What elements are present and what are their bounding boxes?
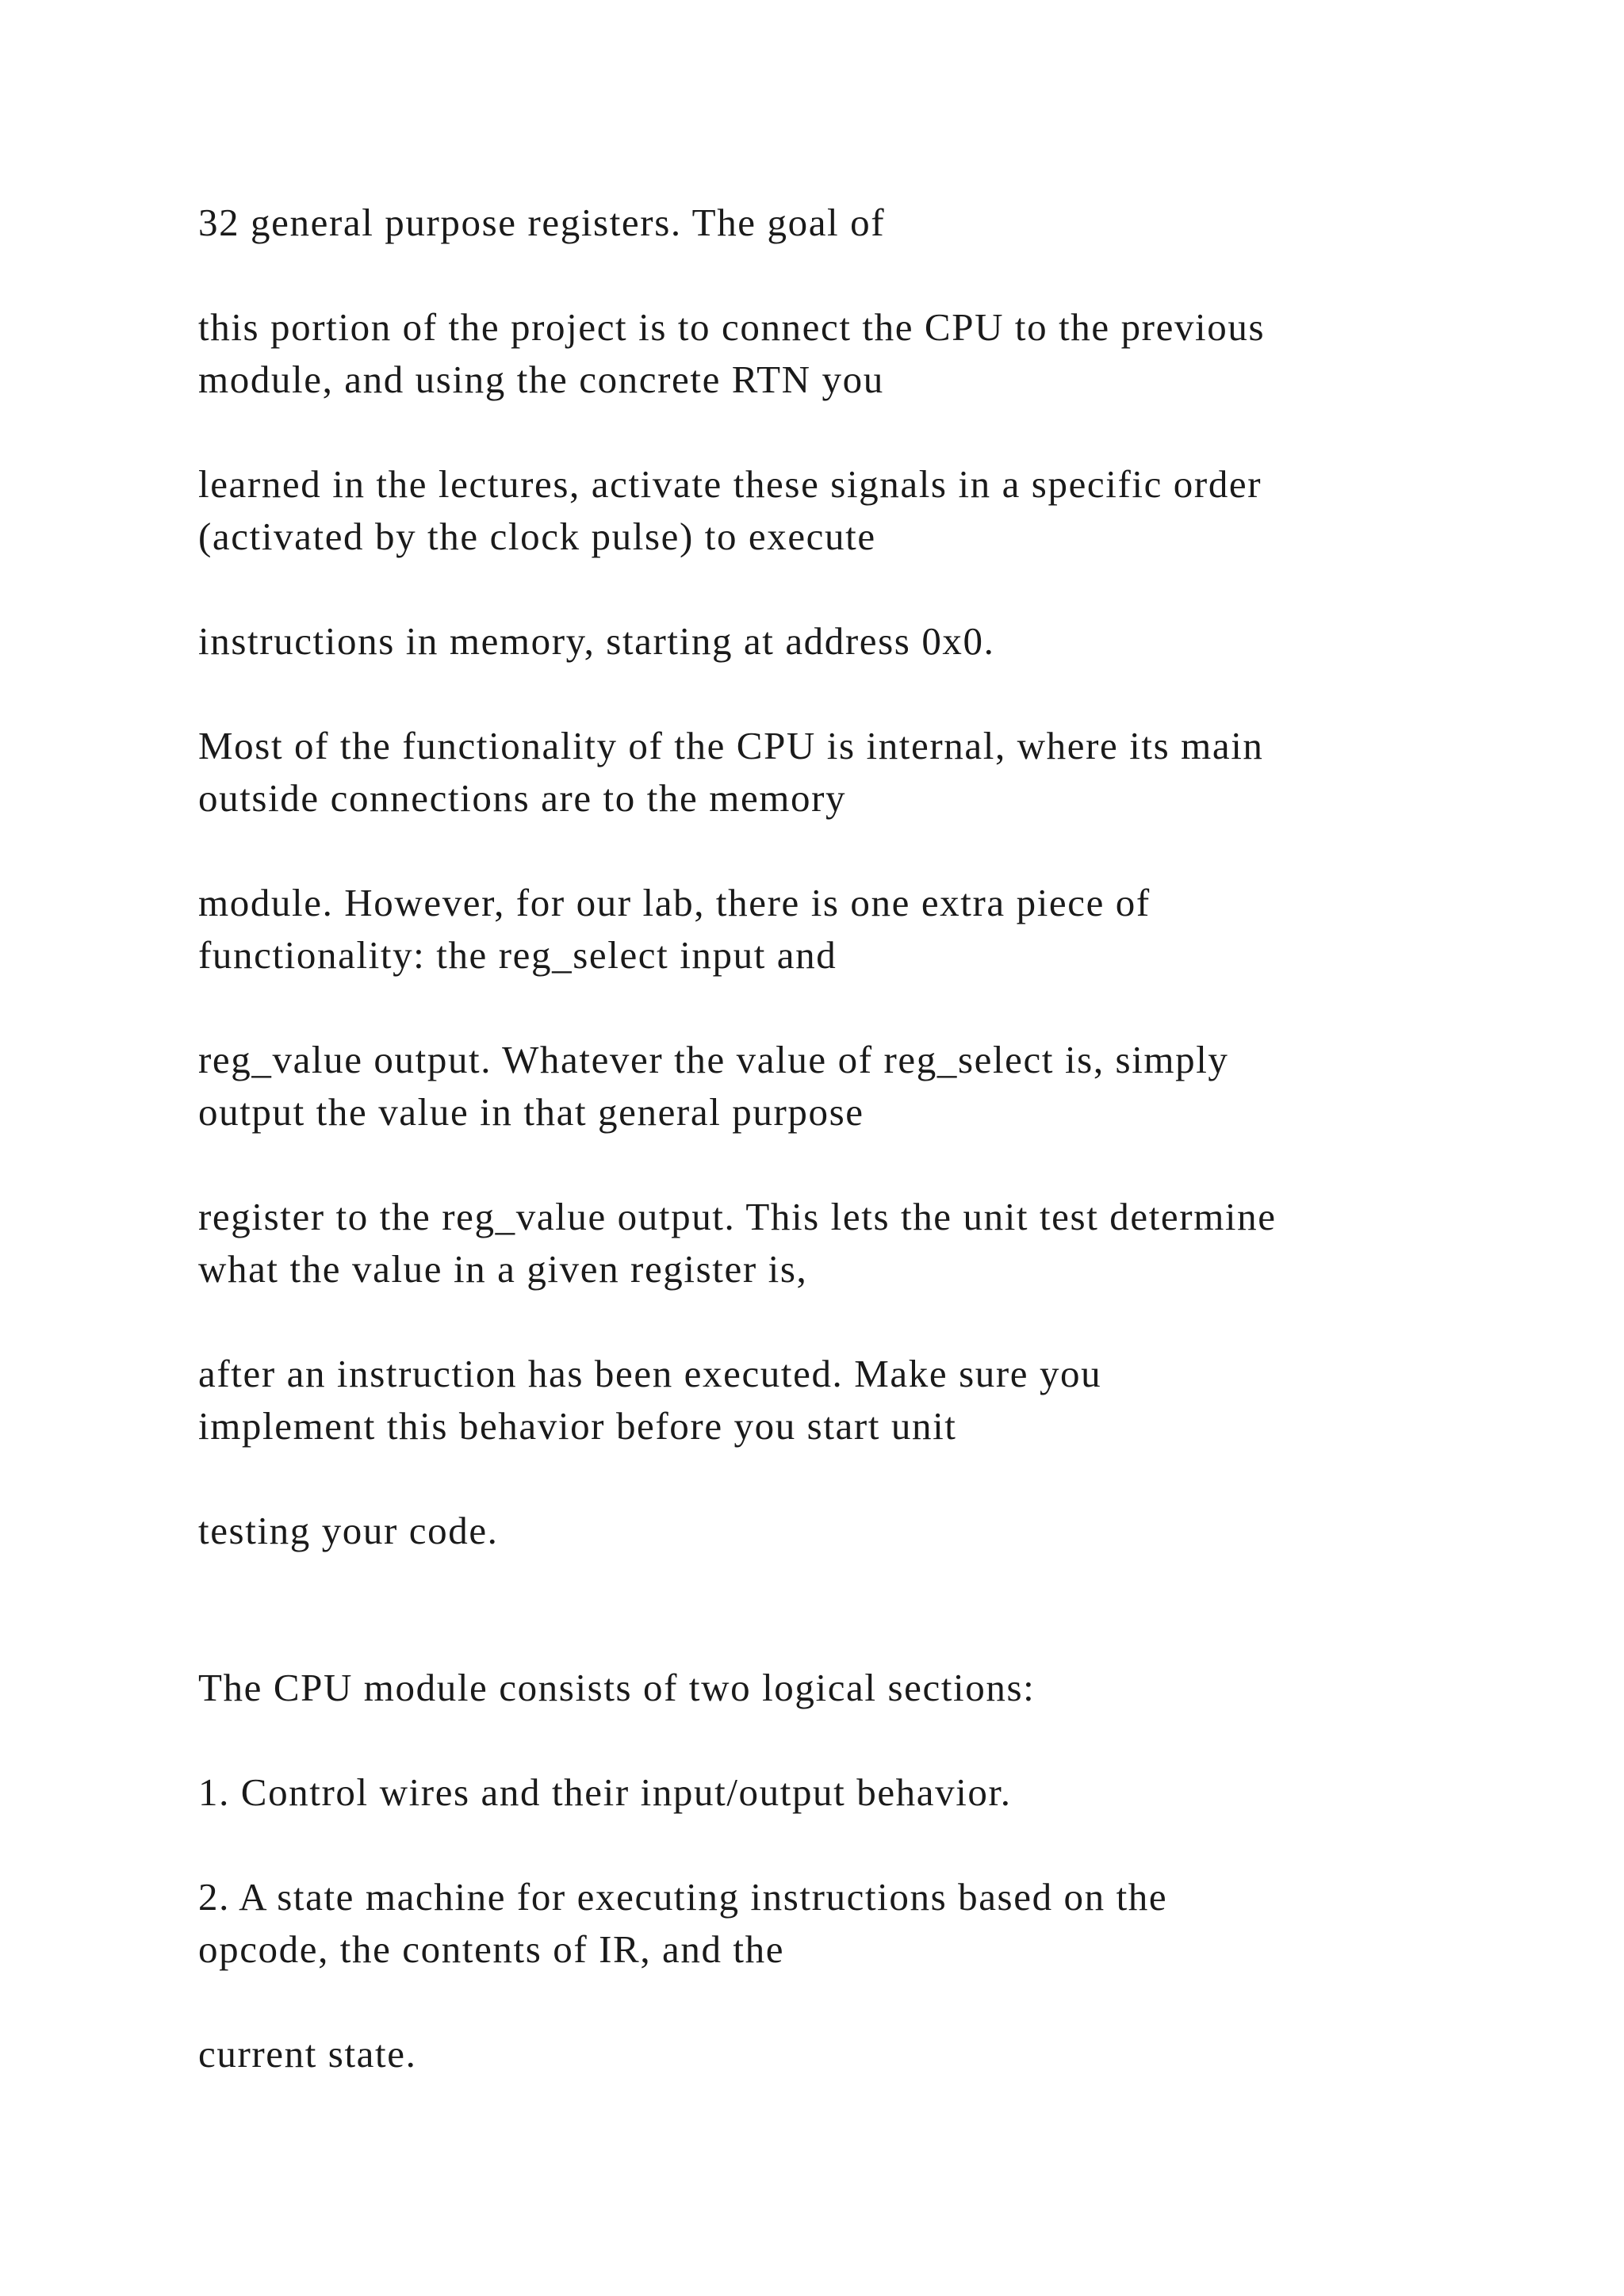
text-line: functionality: the reg_select input and bbox=[198, 933, 837, 977]
text-line: 32 general purpose registers. The goal of bbox=[198, 201, 886, 244]
text-line: Most of the functionality of the CPU is internal, where its main bbox=[198, 724, 1264, 767]
text-line: current state. bbox=[198, 2032, 417, 2076]
text-line: this portion of the project is to connect the CPU to the previous bbox=[198, 305, 1266, 349]
text-line: implement this behavior before you start unit bbox=[198, 1404, 957, 1448]
text-line: testing your code. bbox=[198, 1509, 499, 1552]
text-line: (activated by the clock pulse) to execute bbox=[198, 515, 876, 558]
text-line: what the value in a given register is, bbox=[198, 1247, 808, 1291]
text-line: after an instruction has been executed. Make sure you bbox=[198, 1352, 1102, 1395]
text-line: opcode, the contents of IR, and the bbox=[198, 1927, 785, 1971]
text-line: 2. A state machine for executing instructions based on the bbox=[198, 1875, 1168, 1919]
text-line: The CPU module consists of two logical sections: bbox=[198, 1666, 1036, 1709]
text-line: module, and using the concrete RTN you bbox=[198, 358, 884, 401]
text-line: outside connections are to the memory bbox=[198, 776, 847, 820]
text-line: register to the reg_value output. This lets the unit test determine bbox=[198, 1195, 1277, 1238]
text-line: learned in the lectures, activate these signals in a specific order bbox=[198, 462, 1262, 506]
text-line: reg_value output. Whatever the value of reg_select is, simply bbox=[198, 1038, 1229, 1081]
text-line: instructions in memory, starting at address 0x0. bbox=[198, 619, 995, 663]
text-line: module. However, for our lab, there is one extra piece of bbox=[198, 881, 1151, 924]
text-line: output the value in that general purpose bbox=[198, 1090, 864, 1134]
text-line: 1. Control wires and their input/output behavior. bbox=[198, 1770, 1012, 1814]
